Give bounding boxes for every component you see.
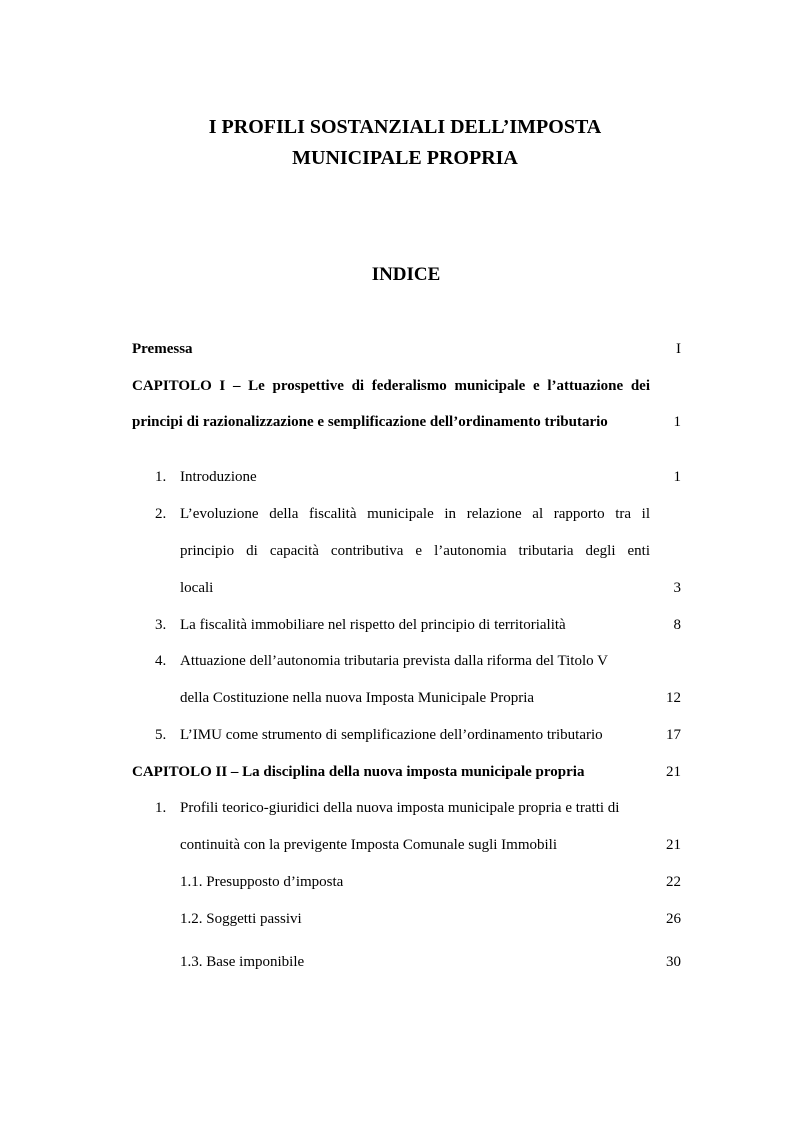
toc-item-page: 12 xyxy=(666,690,681,706)
toc-subitem-page: 22 xyxy=(666,874,681,890)
toc-cap2-line1: CAPITOLO II – La disciplina della nuova imposta municipale propria xyxy=(132,764,585,780)
toc-item-line: Attuazione dell’autonomia tributaria prevista dalla riforma del Titolo V xyxy=(180,653,608,669)
toc-item-line: Introduzione xyxy=(180,469,257,485)
toc-cap1-line2: principi di razionalizzazione e semplificazione dell’ordinamento tributario xyxy=(132,414,608,430)
toc-item-line: L’IMU come strumento di semplificazione dell’ordinamento tributario xyxy=(180,727,603,743)
toc-subitem-label: 1.3. Base imponibile xyxy=(180,954,305,970)
title-line-1: I PROFILI SOSTANZIALI DELL’IMPOSTA xyxy=(208,116,602,138)
toc-item-number: 4. xyxy=(155,653,167,669)
toc-premessa-page: I xyxy=(676,341,681,357)
toc-premessa-label: Premessa xyxy=(132,341,193,357)
toc-item-line: continuità con la previgente Imposta Comunale sugli Immobili xyxy=(180,837,558,853)
toc-cap1-line1: CAPITOLO I – Le prospettive di federalismo municipale e l’attuazione dei xyxy=(132,378,650,394)
toc-item-page: 3 xyxy=(673,580,681,596)
toc-subitem-page: 30 xyxy=(666,954,681,970)
toc-subitem-label: 1.1. Presupposto d’imposta xyxy=(180,874,344,890)
toc-item-line: locali xyxy=(180,580,214,596)
index-heading: INDICE xyxy=(371,264,441,285)
toc-cap1-page: 1 xyxy=(673,414,681,430)
toc-subitem-label: 1.2. Soggetti passivi xyxy=(180,911,302,927)
toc-item-number: 5. xyxy=(155,727,167,743)
toc-item-line: principio di capacità contributiva e l’autonomia tributaria degli enti xyxy=(180,543,650,559)
toc-item-line: L’evoluzione della fiscalità municipale in relazione al rapporto tra il xyxy=(180,506,650,522)
toc-subitem-page: 26 xyxy=(666,911,681,927)
toc-item-number: 1. xyxy=(155,469,167,485)
title-line-2: MUNICIPALE PROPRIA xyxy=(292,147,518,169)
toc-cap2-page: 21 xyxy=(666,764,681,780)
toc-item-number: 2. xyxy=(155,506,167,522)
toc-item-page: 1 xyxy=(673,469,681,485)
toc-item-page: 8 xyxy=(673,617,681,633)
toc-item-page: 17 xyxy=(666,727,681,743)
toc-item-page: 21 xyxy=(666,837,681,853)
toc-item-number: 3. xyxy=(155,617,167,633)
toc-item-number: 1. xyxy=(155,800,167,816)
toc-item-line: Profili teorico-giuridici della nuova imposta municipale propria e tratti di xyxy=(180,800,620,816)
toc-item-line: La fiscalità immobiliare nel rispetto del principio di territorialità xyxy=(180,617,566,633)
document-title xyxy=(0,112,794,174)
toc-item-line: della Costituzione nella nuova Imposta Municipale Propria xyxy=(180,690,535,706)
